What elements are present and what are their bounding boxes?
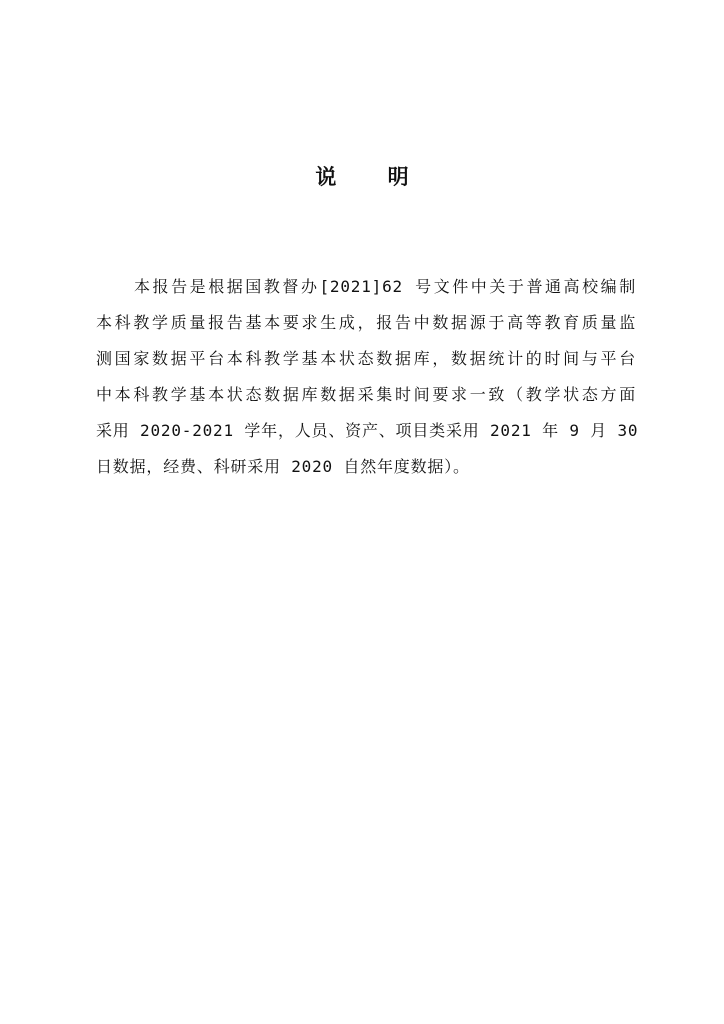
paragraph-line: 中本科教学基本状态数据库数据采集时间要求一致（教学状态方面: [96, 385, 636, 404]
page-title-text: 说 明: [315, 165, 431, 189]
paragraph-line: 测国家数据平台本科教学基本状态数据库，数据统计的时间与平台: [96, 349, 636, 368]
statement-paragraph: [96, 272, 639, 488]
paragraph-line: 日数据，经费、科研采用 2020 自然年度数据）。: [96, 457, 470, 476]
paragraph-line: 本报告是根据国教督办[2021]62 号文件中关于普通高校编制: [134, 277, 636, 296]
page-title: [0, 161, 724, 191]
paragraph-line: 本科教学质量报告基本要求生成，报告中数据源于高等教育质量监: [96, 313, 636, 332]
paragraph-line: 采用 2020-2021 学年，人员、资产、项目类采用 2021 年 9 月 30: [96, 421, 639, 440]
